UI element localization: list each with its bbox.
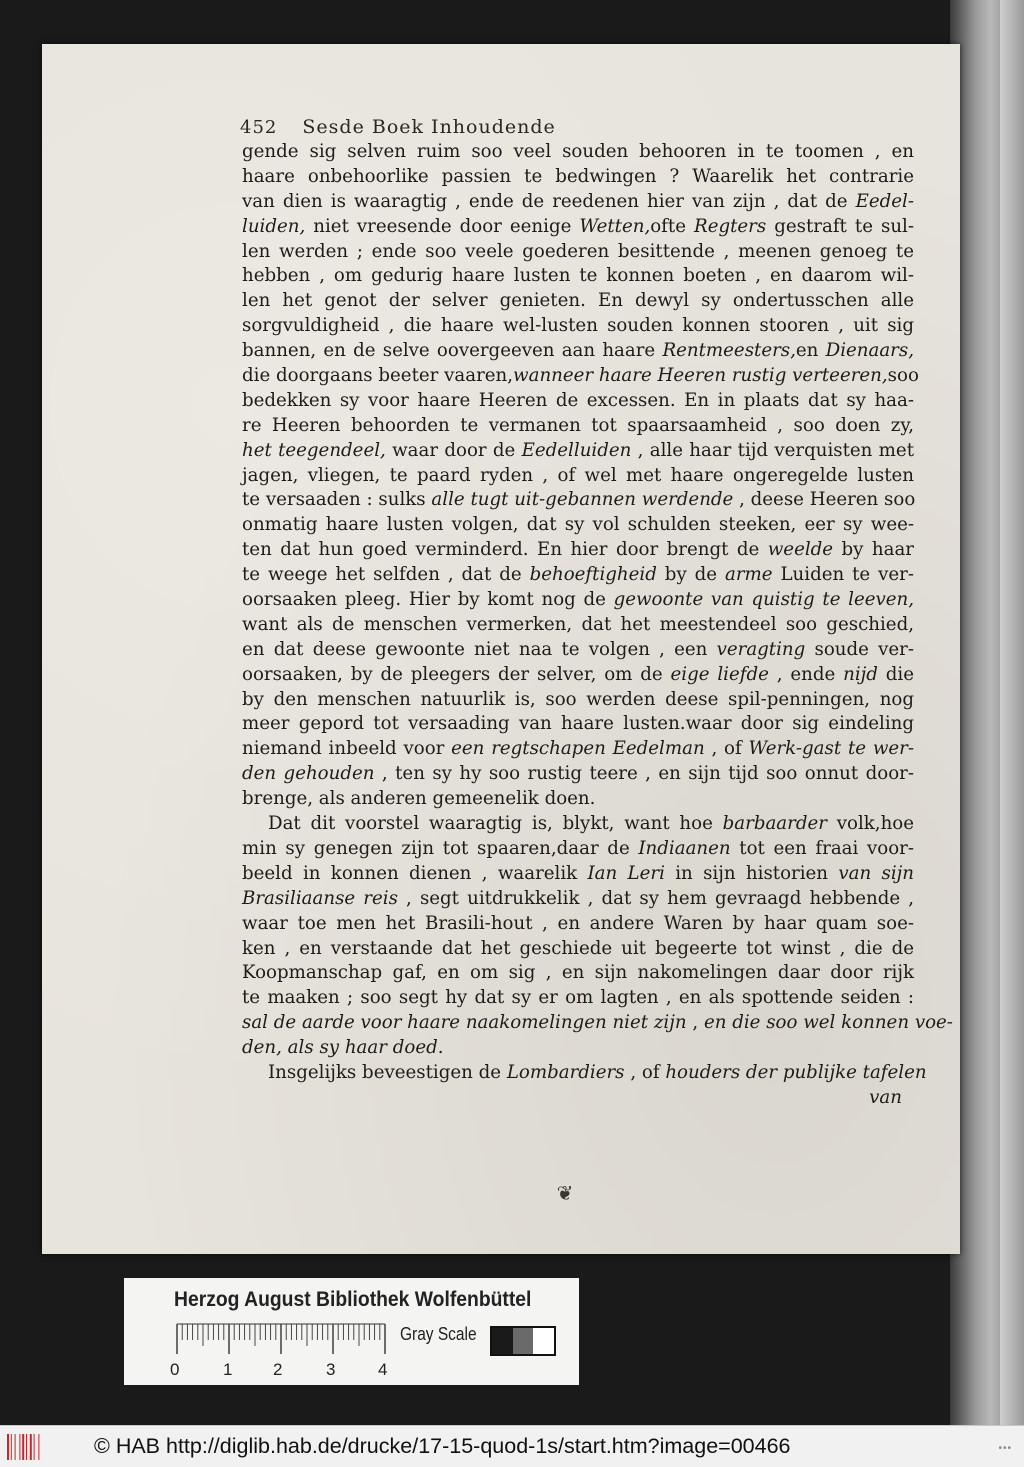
text-line	[242, 264, 914, 289]
italic-run: Wetten,	[579, 215, 651, 237]
text-line	[242, 464, 914, 489]
text-run: volk,hoe	[826, 813, 914, 835]
text-run: die doorgaans beeter vaaren,	[242, 365, 514, 387]
text-run: Luiden te ver-	[772, 564, 914, 586]
italic-run: den gehouden	[242, 763, 375, 785]
ruler-scale	[176, 1322, 388, 1354]
text-line	[242, 986, 914, 1011]
scale-number-4: 4	[378, 1360, 388, 1379]
barcode-icon[interactable]	[6, 1432, 48, 1462]
text-run: min sy genegen zijn tot spaaren,daar de	[242, 837, 639, 859]
text-run: Dat dit voorstel waaragtig is, blykt, want hoe	[268, 813, 723, 835]
text-line	[242, 364, 919, 389]
text-run: waar door de	[385, 439, 522, 461]
text-line	[242, 688, 914, 713]
text-run: in sijn historien	[664, 862, 839, 884]
text-line	[242, 488, 914, 513]
fleuron-icon: ❦	[556, 1181, 574, 1205]
text-run: , deese Heeren soo	[733, 489, 916, 511]
page-text-block	[242, 140, 953, 1111]
text-run: oorsaaken, by de pleegers der selver, om de	[242, 663, 671, 685]
text-run: gende sig selven ruim soo veel souden behooren in te toomen , en	[242, 141, 914, 162]
library-name: Herzog August Bibliothek Wolfenbüttel	[174, 1288, 532, 1311]
text-run: te weege het selfden , dat de	[242, 564, 530, 586]
text-run: waar toe men het Brasili-hout , en andere Waren by haar quam soe-	[242, 912, 914, 934]
page-number: 452	[240, 117, 278, 138]
italic-run: alle tugt uit-gebannen werdende	[431, 489, 734, 511]
text-run: niemand inbeeld voor	[242, 738, 452, 760]
text-line	[242, 389, 914, 414]
text-line	[242, 215, 914, 240]
text-run: jagen, vliegen, te paard ryden , of wel met haare ongeregelde lusten	[242, 464, 914, 486]
text-line	[242, 961, 914, 986]
text-run: soude ver-	[805, 638, 915, 660]
text-line	[242, 289, 914, 314]
italic-run: Indiaanen	[638, 837, 731, 859]
text-run: by de	[656, 564, 725, 586]
text-run: hebben , om gedurig haare lusten te konnen boeten , en daarom wil-	[242, 265, 914, 287]
text-run: , of	[624, 1061, 666, 1083]
italic-run: luiden,	[242, 215, 306, 237]
text-line	[242, 937, 914, 962]
italic-run: arme	[724, 564, 773, 586]
text-line	[242, 165, 914, 190]
text-line	[242, 140, 914, 165]
italic-run: Eedelluiden	[521, 439, 632, 461]
text-run: by haar	[833, 539, 914, 561]
italic-run: barbaarder	[722, 813, 827, 835]
text-line	[242, 1011, 953, 1036]
italic-run: en die soo wel konnen voe-	[703, 1012, 953, 1034]
gray-swatch-dark	[513, 1328, 534, 1354]
italic-run: eige liefde	[670, 663, 769, 685]
running-title: Sesde Boek Inhoudende	[302, 116, 556, 138]
text-run: tot een fraai voor-	[730, 837, 914, 859]
text-line	[242, 737, 914, 762]
text-run: , ende	[768, 663, 844, 685]
scale-number-2: 2	[273, 1360, 283, 1379]
footer-bar	[0, 1425, 1024, 1467]
text-run: te versaaden : sulks	[242, 489, 432, 511]
text-run: brenge, als anderen gemeenelik doen.	[242, 788, 596, 810]
text-run: len werden ; ende soo veele goederen besittende , meenen genoeg te	[242, 240, 914, 262]
text-run: , ten sy hy soo rustig teere , en sijn tijd soo onnut door-	[374, 763, 914, 785]
barcode-bar	[26, 1434, 27, 1460]
more-icon[interactable]: •••	[998, 1443, 1012, 1454]
italic-run: Eedel-	[855, 190, 914, 212]
text-run: en dat deese gewoonte niet naa te volgen , een	[242, 638, 717, 660]
text-run: ofte	[650, 215, 695, 237]
italic-run: van	[869, 1086, 902, 1108]
italic-run: weelde	[767, 539, 834, 561]
italic-run: Lombardiers	[506, 1061, 625, 1083]
text-line	[242, 663, 914, 688]
text-run: gestraft te sul-	[766, 215, 914, 237]
text-run: beeld in konnen dienen , waarelik	[242, 862, 588, 884]
italic-run: het teegendeel,	[242, 439, 386, 461]
gray-swatch-black	[492, 1328, 513, 1354]
text-run: want als de menschen vermerken, dat het meestendeel soo geschied,	[242, 613, 914, 635]
copyright-url[interactable]: © HAB http://diglib.hab.de/drucke/17-15-quod-1s/start.htm?image=00466	[94, 1434, 791, 1458]
text-run: haare onbehoorlike passien te bedwingen ? Waarelik het contrarie	[242, 165, 914, 187]
text-run: onmatig haare lusten volgen, dat sy vol schulden steeken, eer sy wee-	[242, 514, 914, 536]
scale-number-1: 1	[223, 1360, 233, 1379]
text-line	[242, 240, 914, 265]
barcode-bar	[38, 1434, 39, 1460]
italic-run: gewoonte van quistig te leeven,	[613, 589, 915, 611]
italic-run: houders der publijke tafelen	[665, 1061, 927, 1083]
text-run: soo	[887, 365, 919, 387]
text-line	[242, 1036, 914, 1061]
italic-run: van sijn	[838, 862, 914, 884]
gray-scale-label: Gray Scale	[400, 1324, 477, 1344]
italic-run: sal de aarde voor haare naakomelingen niet zijn	[242, 1012, 687, 1034]
text-run: van dien is waaragtig , ende de reedenen hier van zijn , dat de	[242, 190, 856, 212]
italic-run: behoeftigheid	[529, 564, 657, 586]
text-run: by den menschen natuurlik is, soo werden deese spil-penningen, nog	[242, 688, 914, 710]
text-line	[242, 563, 914, 588]
barcode-bar	[22, 1434, 24, 1460]
text-run: oorsaaken pleeg. Hier by komt nog de	[242, 589, 614, 611]
text-line	[242, 588, 914, 613]
italic-run: Ian Leri	[587, 862, 665, 884]
text-run: re Heeren behoorden te vermanen tot spaarsaamheid , soo doen zy,	[242, 414, 914, 436]
italic-run: wanneer haare Heeren rustig verteeren,	[513, 365, 888, 387]
barcode-bar	[15, 1434, 16, 1460]
text-line	[242, 538, 914, 563]
gray-scale-swatch	[490, 1326, 556, 1356]
text-run: ken , en verstaande dat het geschiede uit begeerte tot winst , die de	[242, 937, 914, 959]
gray-swatch-white	[533, 1328, 554, 1354]
text-line	[242, 613, 914, 638]
text-line	[242, 712, 914, 737]
adjacent-page-edge	[1000, 0, 1024, 1425]
text-line	[242, 762, 914, 787]
italic-run: den, als sy haar doed.	[242, 1037, 444, 1059]
italic-run: een regtschapen Eedelman	[451, 738, 705, 760]
text-line	[242, 638, 914, 663]
barcode-bar	[11, 1434, 12, 1460]
text-run: , segt uitdrukkelik , dat sy hem gevraagd hebbende ,	[397, 887, 915, 909]
text-line	[242, 787, 914, 812]
barcode-bar	[19, 1434, 20, 1460]
text-line	[242, 414, 914, 439]
text-run: bedekken sy voor haare Heeren de excessen. En in plaats dat sy haa-	[242, 389, 914, 411]
barcode-bar	[30, 1434, 32, 1460]
text-run: ,	[686, 1012, 704, 1034]
text-line	[242, 339, 914, 364]
italic-run: Werk-gast te wer-	[748, 738, 914, 760]
barcode-bar	[34, 1434, 35, 1460]
text-run: meer gepord tot versaading van haare lusten.waar door sig eindeling	[242, 713, 914, 735]
text-run: en	[795, 340, 826, 362]
barcode-bar	[7, 1434, 9, 1460]
text-line	[242, 439, 914, 464]
text-run: ten dat hun goed verminderd. En hier door brengt de	[242, 539, 768, 561]
text-line	[242, 190, 914, 215]
text-run: sorgvuldigheid , die haare wel-lusten souden konnen stooren , uit sig	[242, 315, 914, 337]
text-line	[242, 1086, 914, 1111]
text-run: Koopmanschap gaf, en om sig , en sijn nakomelingen daar door rijk	[242, 962, 914, 984]
text-line	[242, 912, 914, 937]
italic-run: Regters	[694, 215, 767, 237]
text-line	[242, 513, 914, 538]
italic-run: Dienaars,	[825, 340, 914, 362]
text-run: len het genot der selver genieten. En dewyl sy ondertusschen alle	[242, 290, 914, 312]
text-line	[242, 862, 914, 887]
scale-number-3: 3	[326, 1360, 336, 1379]
text-run: , alle haar tijd verquisten met	[631, 439, 914, 461]
text-run: te maaken ; soo segt hy dat sy er om lagten , en als spottende seiden :	[242, 987, 914, 1009]
text-run: bannen, en de selve oovergeeven aan haare	[242, 340, 663, 362]
text-run: Insgelijks beveestigen de	[268, 1061, 507, 1083]
scale-number-0: 0	[170, 1360, 180, 1379]
text-run: , of	[704, 738, 749, 760]
text-run: die	[877, 663, 914, 685]
text-line	[242, 812, 914, 837]
library-label	[124, 1278, 579, 1385]
text-line	[242, 887, 914, 912]
italic-run: Rentmeesters,	[662, 340, 796, 362]
italic-run: Brasiliaanse reis	[242, 887, 398, 909]
text-line	[242, 1061, 927, 1086]
text-run: niet vreesende door eenige	[305, 215, 580, 237]
text-line	[242, 314, 914, 339]
text-line	[242, 837, 914, 862]
italic-run: veragting	[716, 638, 806, 660]
italic-run: nijd	[843, 663, 878, 685]
